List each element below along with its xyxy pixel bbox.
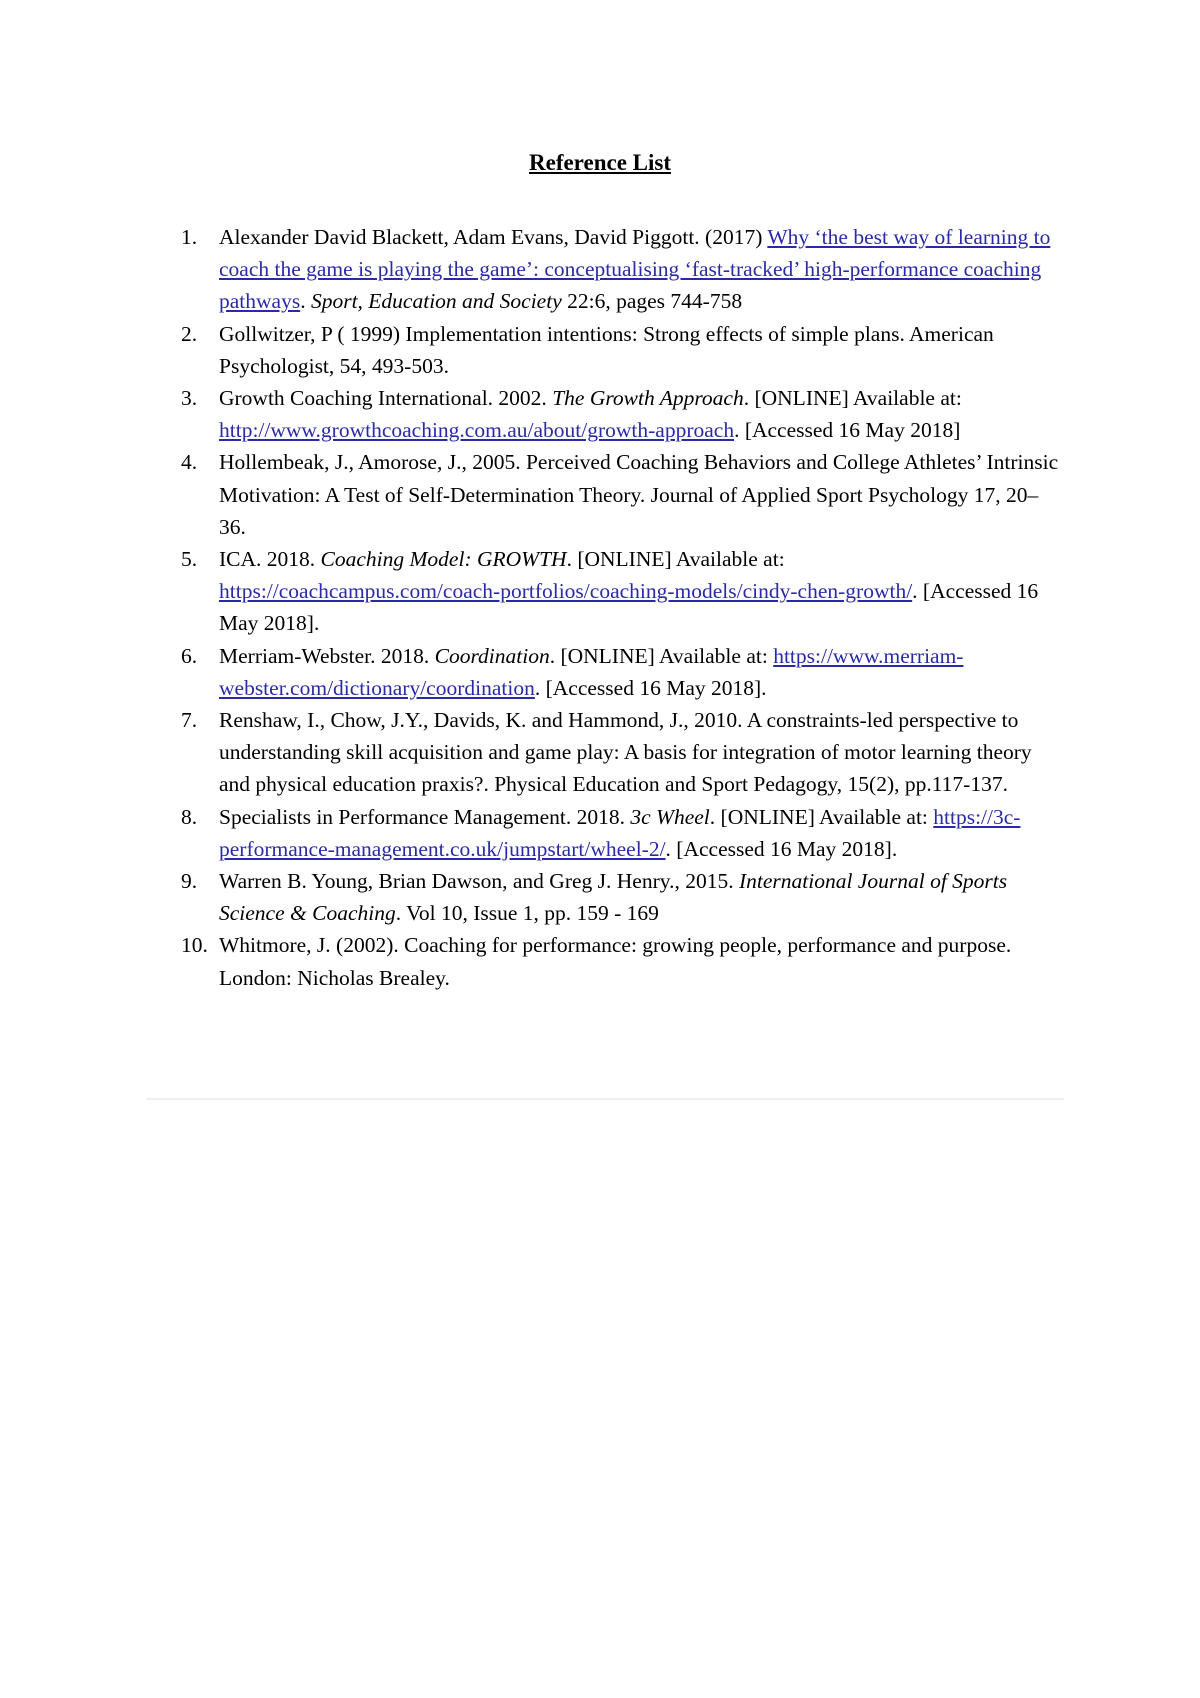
- reference-text: Growth Coaching International. 2002.: [219, 386, 553, 411]
- reference-item-8: [181, 801, 1065, 865]
- reference-text: . [ONLINE] Available at:: [566, 547, 785, 572]
- reference-number: 2.: [181, 321, 198, 346]
- page-title: Reference List: [529, 150, 671, 175]
- reference-item-2: [181, 318, 1065, 382]
- reference-title: The Growth Approach: [552, 386, 744, 411]
- reference-number: 9.: [181, 869, 198, 894]
- reference-text: 22:6, pages 744-758: [561, 289, 743, 314]
- reference-title: Coaching Model: GROWTH: [320, 547, 567, 572]
- reference-number: 6.: [181, 643, 198, 668]
- reference-link[interactable]: http://www.growthcoaching.com.au/about/growth-approach: [219, 418, 735, 443]
- reference-item-7: [181, 704, 1065, 801]
- reference-item-1: [181, 221, 1065, 318]
- reference-item-5: [181, 543, 1065, 640]
- reference-text: . [Accessed 16 May 2018].: [219, 579, 1039, 636]
- reference-link[interactable]: https://www.merriam-webster.com/dictionary/coordination: [219, 643, 964, 700]
- reference-link[interactable]: https://coachcampus.com/coach-portfolios/coaching-models/cindy-chen-growth/: [219, 579, 913, 604]
- reference-text: . [Accessed 16 May 2018].: [665, 836, 898, 861]
- reference-link[interactable]: Why ‘the best way of learning to coach the game is playing the game’: conceptualising ‘fast-tracked’ high-performance coaching pathways: [219, 225, 1051, 314]
- reference-number: 7.: [181, 708, 198, 733]
- reference-text: Gollwitzer, P ( 1999) Implementation intentions: Strong effects of simple plans. American Psychologist, 54, 493-503.: [219, 321, 994, 378]
- reference-number: 10.: [181, 933, 208, 958]
- reference-item-6: [181, 640, 1065, 704]
- reference-text: . [ONLINE] Available at:: [743, 386, 962, 411]
- reference-text: . [Accessed 16 May 2018].: [534, 675, 767, 700]
- reference-text: . [ONLINE] Available at:: [549, 643, 774, 668]
- reference-title: Coordination: [434, 643, 550, 668]
- reference-number: 5.: [181, 547, 198, 572]
- reference-text: Warren B. Young, Brian Dawson, and Greg J. Henry., 2015.: [219, 869, 739, 894]
- reference-text: Whitmore, J. (2002). Coaching for performance: growing people, performance and purpose. London: Nicholas Brealey.: [219, 933, 1012, 990]
- reference-item-4: [181, 446, 1065, 543]
- reference-text: ICA. 2018.: [219, 547, 321, 572]
- page-divider: [146, 1098, 1064, 1100]
- reference-number: 4.: [181, 450, 198, 475]
- reference-journal: Sport, Education and Society: [310, 289, 562, 314]
- reference-text: .: [300, 289, 311, 314]
- reference-title: 3c Wheel: [630, 804, 710, 829]
- reference-link[interactable]: https://3c-performance-management.co.uk/jumpstart/wheel-2/: [219, 804, 1021, 861]
- reference-text: . [ONLINE] Available at:: [709, 804, 934, 829]
- reference-text: Hollembeak, J., Amorose, J., 2005. Perceived Coaching Behaviors and College Athletes’ Intrinsic Motivation: A Test of Self-Determination Theory. Journal of Applied Sport Psychology 17, 20–36.: [219, 450, 1059, 539]
- reference-authors: Alexander David Blackett, Adam Evans, David Piggott. (2017): [219, 225, 768, 249]
- reference-number: 8.: [181, 804, 198, 829]
- reference-text: Renshaw, I., Chow, J.Y., Davids, K. and Hammond, J., 2010. A constraints-led perspective to understanding skill acquisition and game play: A basis for integration of motor learning theory and physical education praxis?. Physical Education and Sport Pedagogy, 15(2), pp.117-137.: [219, 708, 1032, 797]
- reference-number: 1.: [181, 225, 198, 249]
- reference-number: 3.: [181, 386, 198, 411]
- reference-text: . [Accessed 16 May 2018]: [734, 418, 961, 443]
- reference-item-10: [181, 929, 1065, 993]
- reference-journal: International Journal of Sports Science & Coaching: [219, 869, 1008, 926]
- reference-text: Specialists in Performance Management. 2018.: [219, 804, 631, 829]
- reference-item-9: [181, 865, 1065, 929]
- reference-text: . Vol 10, Issue 1, pp. 159 - 169: [395, 901, 659, 926]
- reference-item-3: [181, 382, 1065, 446]
- reference-text: Merriam-Webster. 2018.: [219, 643, 435, 668]
- reference-list: [181, 221, 1065, 994]
